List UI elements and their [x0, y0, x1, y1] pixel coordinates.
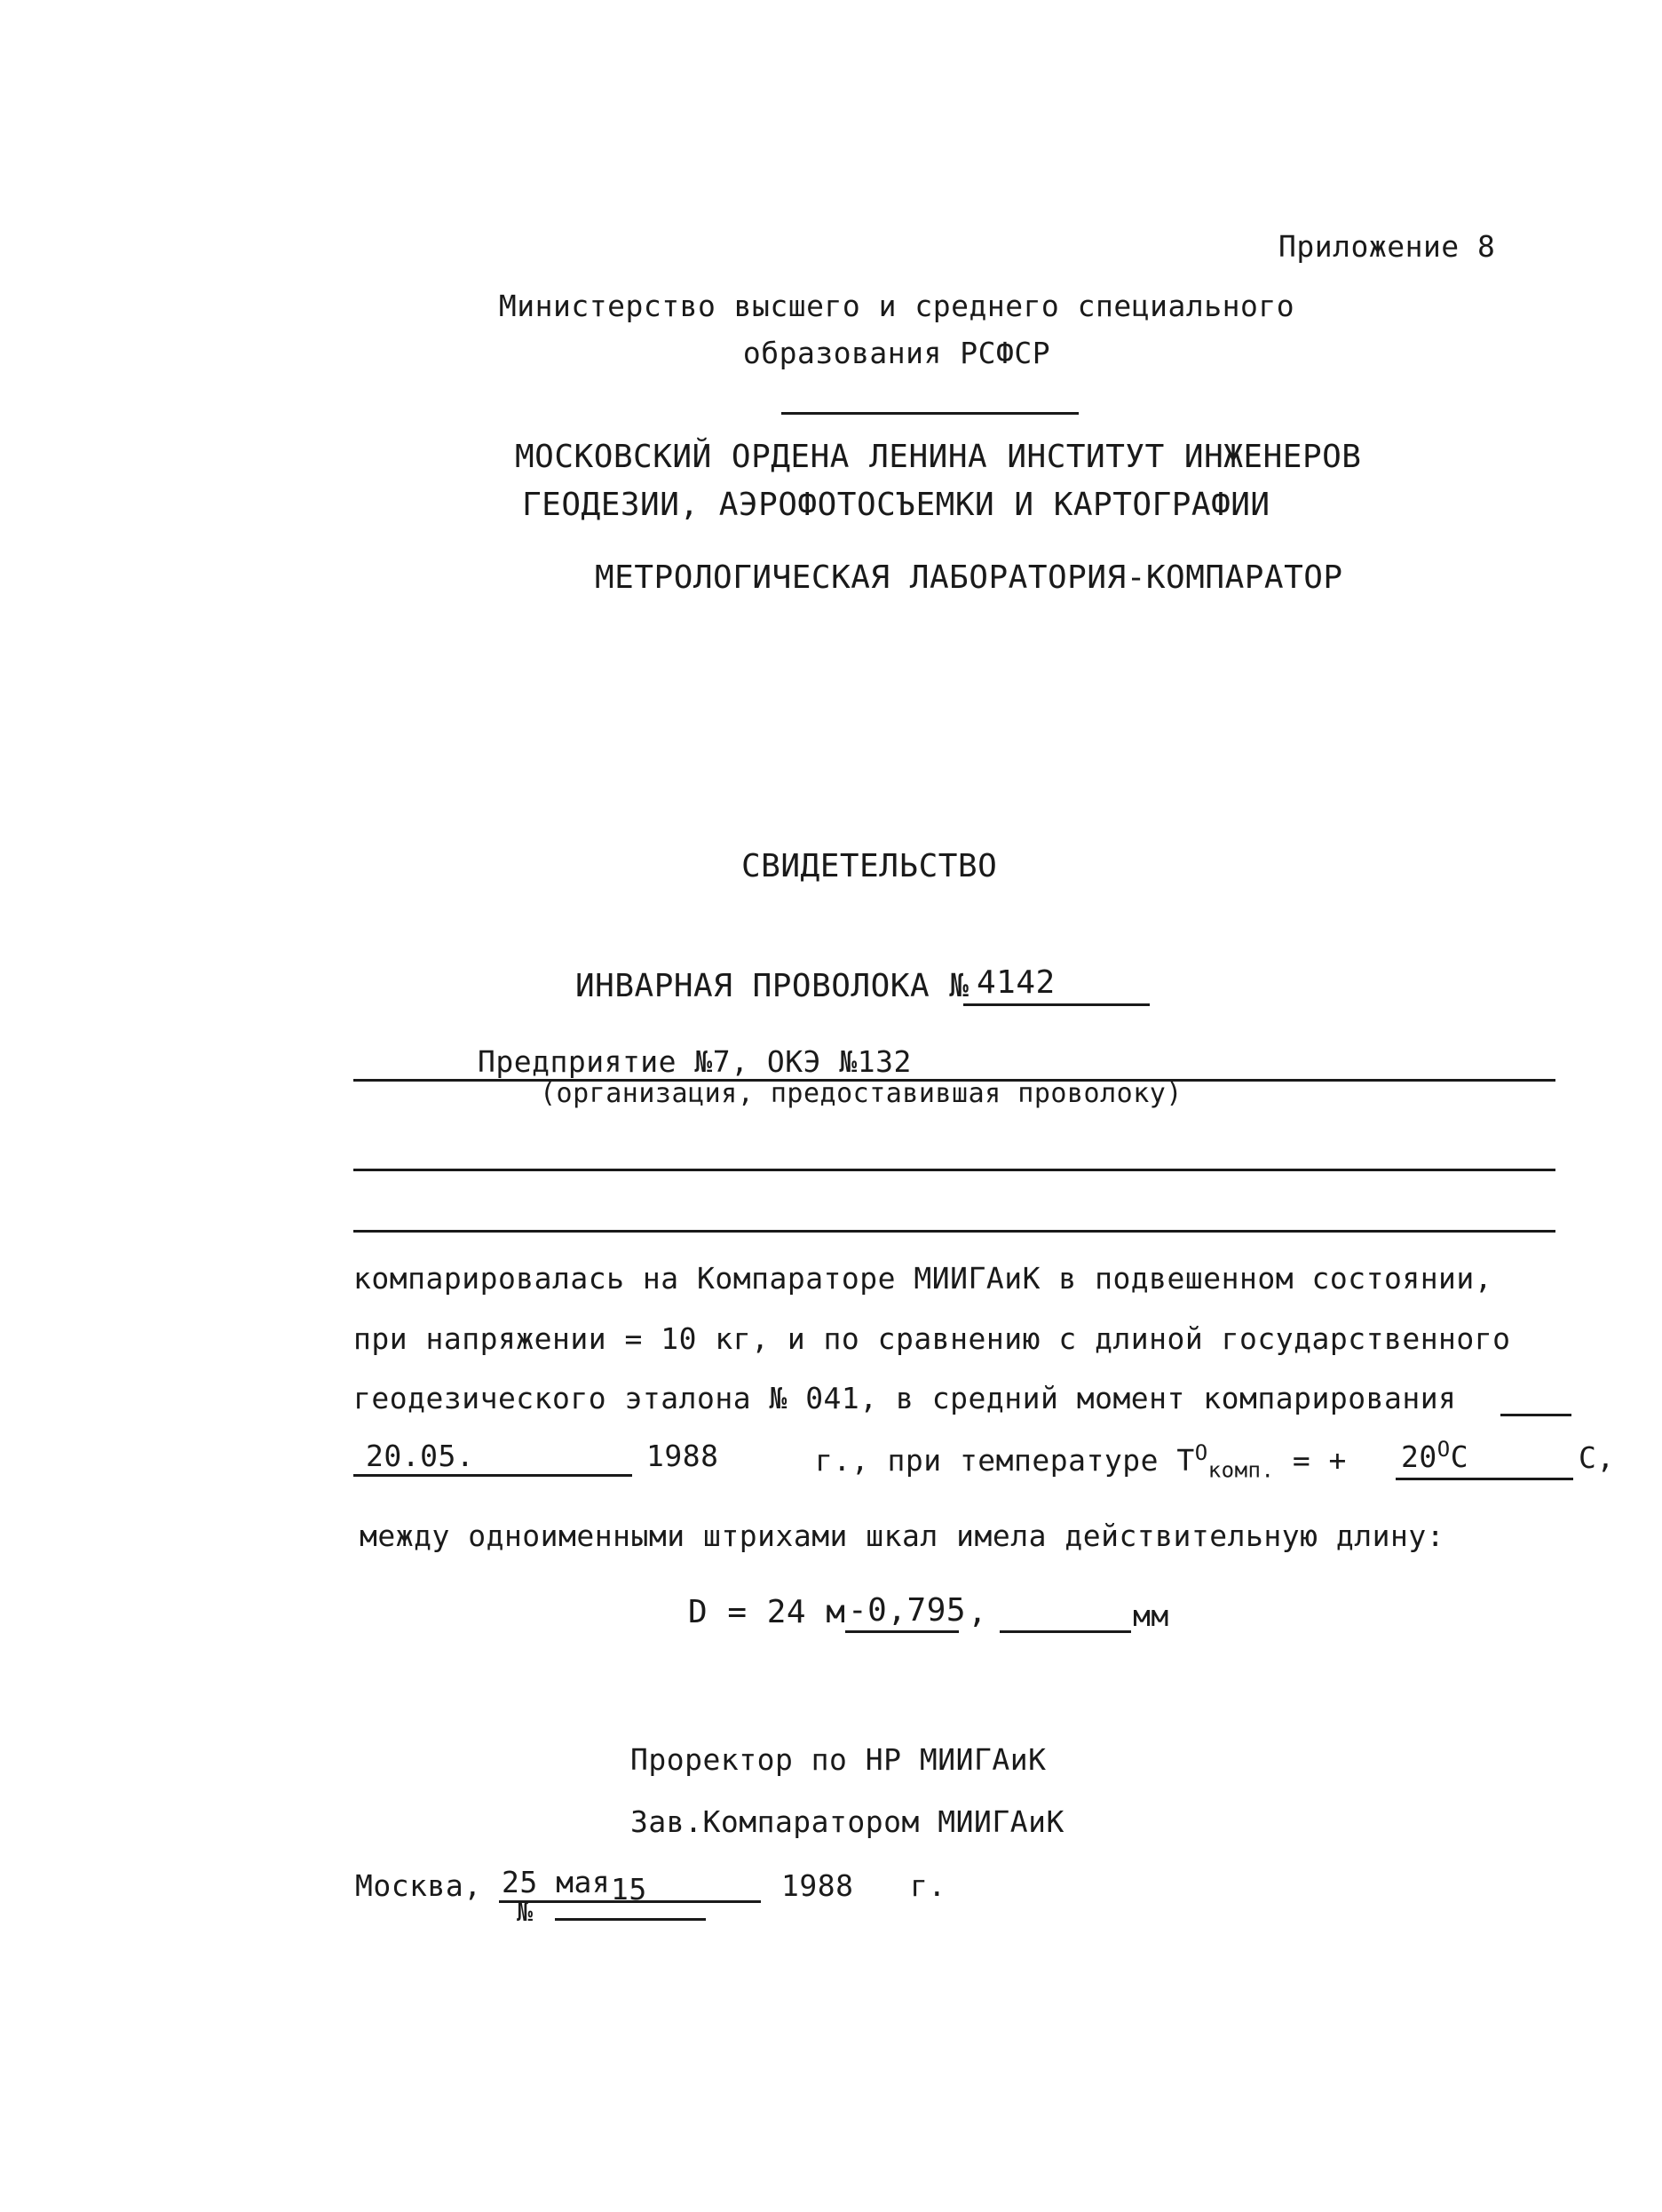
- length-comma: ,: [968, 1594, 988, 1630]
- body-line-1: компарировалась на Компараторе МИИГАиК в подвешенном состоянии,: [353, 1261, 1493, 1296]
- blank-line-1: [353, 1169, 1555, 1171]
- wire-label: ИНВАРНАЯ ПРОВОЛОКА №: [575, 968, 970, 1004]
- wire-number-underline: [963, 1003, 1150, 1006]
- compare-date-underline: [353, 1474, 632, 1477]
- length-value-underline: [845, 1630, 959, 1633]
- place-g: г.: [910, 1868, 946, 1903]
- place-date: 25 мая: [502, 1865, 611, 1899]
- header-divider: [781, 412, 1079, 415]
- blank-line-2: [353, 1230, 1555, 1233]
- ministry-line-1: Министерство высшего и среднего специального: [498, 289, 1295, 323]
- institute-line-1: МОСКОВСКИЙ ОРДЕНА ЛЕНИНА ИНСТИТУТ ИНЖЕНЕРОВ: [515, 439, 1362, 475]
- place-city: Москва,: [355, 1868, 482, 1903]
- institute-line-2: ГЕОДЕЗИИ, АЭРОФОТОСЪЕМКИ И КАРТОГРАФИИ: [522, 487, 1270, 523]
- length-formula-prefix: D = 24 м: [688, 1594, 846, 1630]
- organization-value: Предприятие №7, ОКЭ №132: [478, 1044, 912, 1079]
- temperature-value: $20^ОС$: [1401, 1437, 1469, 1474]
- wire-number: 4142: [977, 964, 1056, 1001]
- number-value: 15: [611, 1872, 647, 1907]
- temperature-underline: [1396, 1478, 1573, 1480]
- appendix-label: Приложение 8: [1278, 229, 1496, 264]
- length-blank-underline: [1000, 1630, 1131, 1633]
- number-underline: [555, 1918, 706, 1921]
- compare-year: 1988: [646, 1439, 719, 1473]
- body-line-3: геодезического эталона № 041, в средний момент компарирования: [353, 1381, 1457, 1415]
- organization-caption: (организация, предоставившая проволоку): [540, 1078, 1183, 1109]
- body-line-2: при напряжении = 10 кг, и по сравнению с длиной государственного: [353, 1321, 1511, 1356]
- line-3-blank: [1500, 1414, 1571, 1416]
- length-unit: мм: [1133, 1598, 1169, 1633]
- prorector-signature: Проректор по НР МИИГАиК: [630, 1742, 1047, 1777]
- temperature-label: г., при температуре $Т^О_{комп.}$ = +: [815, 1440, 1347, 1483]
- temperature-tail: С,: [1579, 1440, 1615, 1475]
- length-value: -0,795: [848, 1592, 967, 1629]
- number-label: №: [517, 1897, 534, 1928]
- body-line-5: между одноименными штрихами шкал имела действительную длину:: [360, 1518, 1445, 1553]
- ministry-line-2: образования РСФСР: [742, 336, 1051, 370]
- head-signature: Зав.Компаратором МИИГАиК: [630, 1804, 1064, 1839]
- compare-date: 20.05.: [366, 1439, 475, 1473]
- laboratory-name: МЕТРОЛОГИЧЕСКАЯ ЛАБОРАТОРИЯ-КОМПАРАТОР: [595, 559, 1343, 596]
- document-title: СВИДЕТЕЛЬСТВО: [741, 848, 998, 884]
- place-year: 1988: [781, 1868, 854, 1903]
